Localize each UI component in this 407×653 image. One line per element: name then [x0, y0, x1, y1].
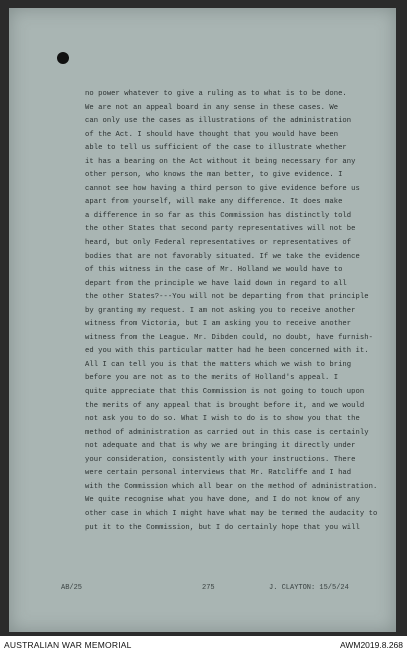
footer-witness: J. CLAYTON: 15/5/24 [269, 584, 349, 592]
transcript-line: the other States?---You will not be departing from that principle [85, 293, 369, 302]
transcript-line: cannot see how having a third person to give evidence before us [85, 184, 360, 193]
transcript-line: other person, who knows the man better, to give evidence. I [85, 171, 343, 180]
typed-transcript [85, 88, 397, 535]
transcript-line: it has a bearing on the Act without it being necessary for any [85, 157, 356, 166]
punch-hole-mark [57, 52, 69, 64]
transcript-line: can only use the cases as illustrations of the administration [85, 117, 352, 126]
transcript-line: We are not an appeal board in any sense in these cases. We [85, 103, 339, 112]
transcript-line: All I can tell you is that the matters which we wish to bring [85, 360, 352, 369]
transcript-line: not ask you to do so. What I wish to do is to show you that the [85, 415, 360, 424]
transcript-line: ed you with this particular matter had he been concerned with it. [85, 347, 369, 356]
accession-number: AWM2019.8.268 [340, 640, 403, 650]
transcript-line: of this witness in the case of Mr. Holland we would have to [85, 266, 343, 275]
footer-reference: AB/25 [61, 584, 83, 592]
transcript-line: other case in which I might have what may be termed the audacity to [85, 509, 378, 518]
transcript-line: witness from Victoria, but I am asking you to receive another [85, 320, 352, 329]
transcript-line: with the Commission which all bear on the method of administration. [85, 482, 378, 491]
transcript-line: witness from the League. Mr. Dibden could, no doubt, have furnish- [85, 333, 373, 342]
transcript-line: a difference in so far as this Commission has distinctly told [85, 211, 352, 220]
transcript-line: the merits of any appeal that is brought before it, and we would [85, 401, 365, 410]
transcript-line: before you are not as to the merits of Holland's appeal. I [85, 374, 339, 383]
document-page [9, 8, 396, 632]
transcript-line: no power whatever to give a ruling as to what is to be done. [85, 90, 347, 98]
transcript-line: apart from yourself, will make any difference. It does make [85, 198, 343, 207]
transcript-line: were certain personal interviews that Mr. Ratcliffe and I had [85, 469, 352, 478]
transcript-line: depart from the principle we have laid down in regard to all [85, 279, 347, 288]
footer-page-number: 275 [202, 584, 215, 592]
institution-caption: AUSTRALIAN WAR MEMORIAL [4, 640, 132, 650]
transcript-line: of the Act. I should have thought that you would have been [85, 130, 339, 139]
transcript-line: put it to the Commission, but I do certainly hope that you will [85, 523, 360, 532]
transcript-line: the other States that second party representatives will not be [85, 225, 356, 234]
transcript-line: bodies that are not favorably situated. If we take the evidence [85, 252, 360, 261]
transcript-line: by granting my request. I am not asking you to receive another [85, 306, 356, 315]
transcript-line: your consideration, consistently with your instructions. There [85, 455, 356, 464]
transcript-line: method of administration as carried out in this case is certainly [85, 428, 369, 437]
transcript-line: quite appreciate that this Commission is not going to touch upon [85, 388, 365, 397]
transcript-line: heard, but only Federal representatives or representatives of [85, 239, 352, 248]
transcript-line: not adequate and that is why we are bringing it directly under [85, 442, 356, 451]
transcript-line: We quite recognise what you have done, and I do not know of any [85, 496, 360, 505]
transcript-line: able to tell us sufficient of the case to illustrate whether [85, 144, 347, 153]
